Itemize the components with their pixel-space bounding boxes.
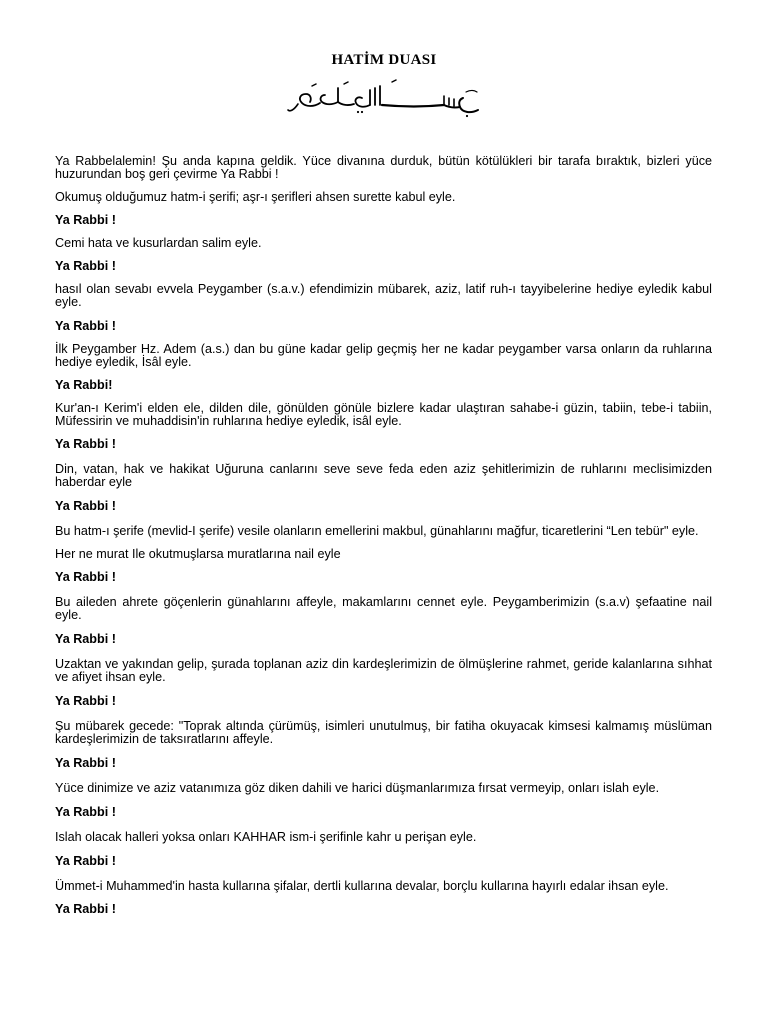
prayer-paragraph: Kur'an-ı Kerim'i elden ele, dilden dile, gönülden gönüle bizlere kadar ulaştıran sahabe-i güzin, tabiin, tebe-i tabiin, Müfessirin ve muhaddisin'in ruhlarına hediye eyledik, isâl eyle. — [55, 401, 712, 428]
ya-rabbi-heading: Ya Rabbi! — [55, 378, 113, 392]
ya-rabbi-heading: Ya Rabbi ! — [55, 437, 116, 451]
ya-rabbi-heading: Ya Rabbi ! — [55, 805, 116, 819]
ya-rabbi-heading: Ya Rabbi ! — [55, 259, 116, 273]
ya-rabbi-heading: Ya Rabbi ! — [55, 902, 116, 916]
prayer-paragraph: hasıl olan sevabı evvela Peygamber (s.a.v.) efendimizin mübarek, aziz, latif ruh-ı tayyibelerine hediye eyledik kabul eyle. — [55, 282, 712, 309]
ya-rabbi-heading: Ya Rabbi ! — [55, 570, 116, 584]
prayer-paragraph: Bu hatm-ı şerife (mevlid-I şerife) vesile olanların emellerini makbul, günahlarını mağfur, ticaretlerini “Len tebür" eyle. — [55, 524, 699, 538]
prayer-paragraph: Şu mübarek gecede: "Toprak altında çürümüş, isimleri unutulmuş, bir fatiha okuyacak kimsesi kalmamış müslüman kardeşlerimizin de taksıratlarını affeyle. — [55, 719, 712, 746]
prayer-paragraph: Din, vatan, hak ve hakikat Uğuruna canlarını seve seve feda eden aziz şehitlerimizin de ruhlarını meclisimizden haberdar eyle — [55, 462, 712, 489]
document-title: HATİM DUASI — [331, 52, 437, 68]
prayer-body — [55, 155, 712, 916]
prayer-paragraph: Ya Rabbelalemin! Şu anda kapına geldik. Yüce divanına durduk, bütün kötülükleri bir tarafa bıraktık, bizleri yüce huzurundan boş geri çevirme Ya Rabbi ! — [55, 154, 712, 181]
prayer-paragraph: Cemi hata ve kusurlardan salim eyle. — [55, 236, 262, 250]
basmala-calligraphy — [284, 74, 484, 124]
ya-rabbi-heading: Ya Rabbi ! — [55, 694, 116, 708]
ya-rabbi-heading: Ya Rabbi ! — [55, 756, 116, 770]
prayer-paragraph: Okumuş olduğumuz hatm-i şerifi; aşr-ı şerifleri ahsen surette kabul eyle. — [55, 190, 456, 204]
prayer-paragraph: Her ne murat Ile okutmuşlarsa muratlarına nail eyle — [55, 547, 341, 561]
prayer-paragraph: Yüce dinimize ve aziz vatanımıza göz diken dahili ve harici düşmanlarımıza fırsat vermeyip, onları islah eyle. — [55, 781, 660, 795]
ya-rabbi-heading: Ya Rabbi ! — [55, 213, 116, 227]
prayer-paragraph: Uzaktan ve yakından gelip, şurada toplanan aziz din kardeşlerimizin de ölmüşlerine rahmet, geride kalanlarına sıhhat ve afiyet ihsan eyle. — [55, 657, 712, 684]
ya-rabbi-heading: Ya Rabbi ! — [55, 854, 116, 868]
ya-rabbi-heading: Ya Rabbi ! — [55, 499, 116, 513]
prayer-paragraph: Islah olacak halleri yoksa onları KAHHAR ism-i şerifinle kahr u perişan eyle. — [55, 830, 477, 844]
prayer-paragraph: Ümmet-i Muhammed'in hasta kullarına şifalar, dertli kullarına devalar, borçlu kullarına hayırlı edalar ihsan eyle. — [55, 879, 669, 893]
ya-rabbi-heading: Ya Rabbi ! — [55, 319, 116, 333]
ya-rabbi-heading: Ya Rabbi ! — [55, 632, 116, 646]
prayer-paragraph: Bu aileden ahrete göçenlerin günahlarını affeyle, makamlarını cennet eyle. Peygamberimizin (s.a.v) şefaatine nail eyle. — [55, 595, 712, 622]
prayer-paragraph: İlk Peygamber Hz. Adem (a.s.) dan bu güne kadar gelip geçmiş her ne kadar peygamber varsa onların da ruhlarına hediye eyledik, İsâl eyle. — [55, 342, 712, 369]
